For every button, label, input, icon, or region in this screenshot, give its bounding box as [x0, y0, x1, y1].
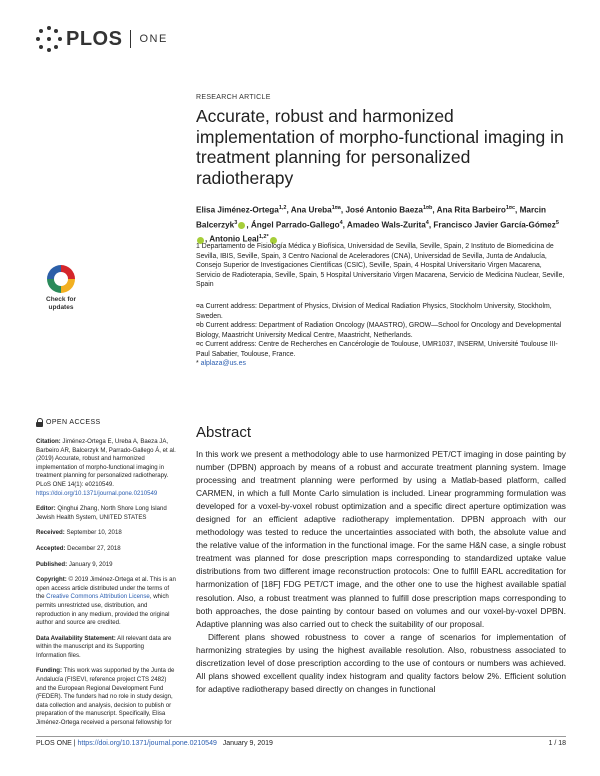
funding-text: This work was supported by the Junta de Andalucía (FISEVI, reference project CTS 2482) and the European Regional Development Fund (FEDER). The funders had no role in study design, data collection and analysis, decision to publish or preparation of the manuscript. Specifically, Elisa Jiménez-Ortega received a personal fellowship for	[36, 667, 175, 727]
footer-citation: PLOS ONE | https://doi.org/10.1371/journal.pone.0210549 January 9, 2019	[36, 740, 273, 747]
author-affiliation-mark: 1¤c	[505, 205, 516, 211]
author-name: Ana Rita Barbeiro	[436, 205, 506, 215]
current-address-b: ¤b Current address: Department of Radiation Oncology (MAASTRO), GROW—School for Oncology and Developmental Biology, Maastricht University Medical Centre, Maastricht, Netherlands.	[196, 322, 562, 339]
current-address-a: ¤a Current address: Department of Physics, Division of Medical Radiation Physics, Stockholm University, Stockholm, Sweden.	[196, 303, 552, 320]
author-name: Amadeo Wals-Zurita	[346, 220, 426, 230]
author-affiliation-mark: 1,2*	[258, 234, 269, 241]
copyright-text: © 2019 Jiménez-Ortega et al. This is an open access article distributed under the terms of the	[36, 576, 176, 601]
citation-label: Citation:	[36, 438, 61, 445]
plos-brand: PLOS	[66, 27, 123, 50]
footer-journal: PLOS ONE	[36, 740, 72, 747]
author-affiliation-mark: 4	[339, 219, 343, 226]
abstract-heading: Abstract	[196, 424, 252, 441]
funding-label: Funding:	[36, 667, 63, 675]
citation-block	[36, 438, 176, 498]
author-name: Marcin Balcerzyk	[196, 205, 546, 230]
received-date: September 10, 2018	[66, 529, 122, 537]
author-affiliation-mark: 5	[555, 219, 559, 226]
citation-doi-link[interactable]: https://doi.org/10.1371/journal.pone.0210549	[36, 489, 158, 497]
check-for-updates-badge[interactable]	[42, 265, 80, 311]
author-name: Antonio Leal	[209, 235, 259, 245]
published-date: January 9, 2019	[68, 560, 113, 568]
received-label: Received:	[36, 529, 65, 537]
received-block	[36, 529, 176, 538]
author-name: Ana Ureba	[290, 205, 332, 215]
current-address-c: ¤c Current address: Centre de Recherches en Cancérologie de Toulouse, UMR1037, INSERM, Université Toulouse III-Paul Sabatier, Toulouse, France.	[196, 341, 558, 358]
correspondence-email-link[interactable]: alplaza@us.es	[200, 360, 246, 367]
copyright-block	[36, 576, 176, 628]
abstract-paragraph-2: Different plans showed robustness to cover a range of scenarios for implementation of harmonizing strategies by using the highest available resolution. Also, robustness associated to discretization level of dose prescription according to the use of contours or numbers was achieved. All plans showed excellent quality index histogram and quality factors below 2%. Efficient solution for adaptive radiotherapy based directly on changes in functional	[196, 631, 566, 694]
article-type: RESEARCH ARTICLE	[196, 94, 271, 101]
footer-doi-link[interactable]: https://doi.org/10.1371/journal.pone.0210549	[77, 740, 217, 747]
current-addresses	[196, 302, 566, 369]
open-lock-icon	[36, 418, 43, 427]
abstract-body	[196, 448, 566, 696]
abstract-paragraph-1: In this work we present a methodology able to use harmonized PET/CT imaging in dose painting by number (DPBN) approach by means of a robust and accurate treatment planning system. Image processing and treatment planning were performed by using a Matlab-based platform, called CARMEN, in which a full Monte Carlo simulation is included. Linear programming formulation was developed for a voxel-by-voxel robust optimization and a specific direct aperture optimization was designed for an efficient adaptive radiotherapy implementation. DPBN approach with our methodology was tested to reduce the uncertainties associated with both, the absolute value and the relative value of the information in the functional image. For the same H&N case, a single robust treatment was planned for dose prescription maps corresponding to standardized uptake value distributions from two different image reconstruction protocols: One to fulfill EARL accreditation for harmonization of [18F] FDG PET/CT image, and the other one to use the highest available spatial resolution. Also, a robust treatment was planned to fulfill dose prescription maps corresponding to both approaches, the dose painting by contour based on volumes and our voxel-by-voxel DPBN. Adaptive planning was also carried out to check the suitability of our proposal.	[196, 449, 566, 629]
affiliations: 1 Departamento de Fisiología Médica y Biofísica, Universidad de Sevilla, Seville, Spain, 2 Instituto de Biomedicina de Sevilla, IBIS, Seville, Spain, 3 Centro Nacional de Aceleradores (CNA), Universidad de Sevilla, Junta de Andalucía, Consejo Superior de Investigaciones Científicas (CSIC), Seville, Spain, 4 Hospital Universitario Virgen Macarena, Servicio de Radioterapia, Seville, Spain, 5 Hospital Universitario Virgen Macarena, Servicio de Medicina Nuclear, Seville, Spain	[196, 243, 565, 288]
plos-dots-icon	[36, 26, 62, 52]
data-availability-block	[36, 635, 176, 661]
copyright-text-end: , which permits unrestricted use, distribution, and reproduction in any medium, provided the original author and source are credited.	[36, 593, 170, 627]
author-name: José Antonio Baeza	[345, 205, 423, 215]
page-footer	[36, 736, 566, 747]
author-name: Elisa Jiménez-Ortega	[196, 205, 279, 215]
data-availability-label: Data Availability Statement:	[36, 634, 116, 642]
author-affiliation-mark: 4	[425, 219, 429, 226]
accepted-date: December 27, 2018	[67, 544, 121, 552]
published-block	[36, 561, 176, 570]
correspondence-mark: *	[196, 360, 199, 367]
editor-block	[36, 505, 176, 522]
correspondence	[196, 359, 566, 369]
journal-name: ONE	[139, 33, 168, 45]
author-affiliation-mark: 1¤b	[422, 205, 433, 211]
data-availability-text: All relevant data are within the manuscript and its Supporting Information files.	[36, 634, 172, 659]
author-affiliation-mark: 1,2	[278, 205, 287, 211]
author-name: Francisco Javier García-Gómez	[433, 220, 556, 230]
accepted-label: Accepted:	[36, 544, 66, 552]
author-name: Ángel Parrado-Gallego	[250, 220, 340, 230]
accepted-block	[36, 545, 176, 554]
license-link[interactable]: Creative Commons Attribution License	[46, 593, 150, 601]
open-access-label: OPEN ACCESS	[46, 419, 101, 426]
open-access-badge	[36, 418, 101, 427]
author-affiliation-mark: 1¤a	[331, 205, 341, 211]
editor-text: Qinghui Zhang, North Shore Long Island Jewish Health System, UNITED STATES	[36, 505, 167, 521]
crossmark-icon	[47, 265, 75, 293]
published-label: Published:	[36, 560, 68, 568]
article-title: Accurate, robust and harmonized implementation of morpho-functional imaging in treatment planning for personalized radiotherapy	[196, 106, 564, 188]
check-for-updates-label: Check for updates	[46, 296, 76, 311]
author-list: Elisa Jiménez-Ortega$^{1,2}$, Ana Ureba$^{1¤a}$, José Antonio Baeza$^{1¤b}$, Ana Rita Barbeiro$^{1¤c}$, Marcin Balcerzyk$^3$ , Ángel Parrado-Gallego$^4$, Amadeo Wals-Zurita$^4$, Francisco Javier García-Gómez$^5$, Antonio Leal$^{1,2*}$	[196, 205, 559, 245]
logo-divider	[130, 30, 131, 48]
author-affiliation-mark: 3	[234, 219, 238, 226]
funding-block	[36, 667, 176, 727]
orcid-icon[interactable]	[238, 222, 245, 229]
page-number: 1 / 18	[548, 740, 566, 747]
article-metadata	[36, 438, 176, 735]
citation-text: Jiménez-Ortega E, Ureba A, Baeza JA, Barbeiro AR, Balcerzyk M, Parrado-Gallego Á, et al. (2019) Accurate, robust and harmonized implementation of morpho-functional imaging in treatment planning for personalized radiotherapy. PLoS ONE 14(1): e0210549.	[36, 438, 176, 488]
plos-logo	[36, 26, 168, 52]
footer-date: January 9, 2019	[222, 740, 273, 747]
editor-label: Editor:	[36, 505, 56, 513]
copyright-label: Copyright:	[36, 576, 67, 584]
